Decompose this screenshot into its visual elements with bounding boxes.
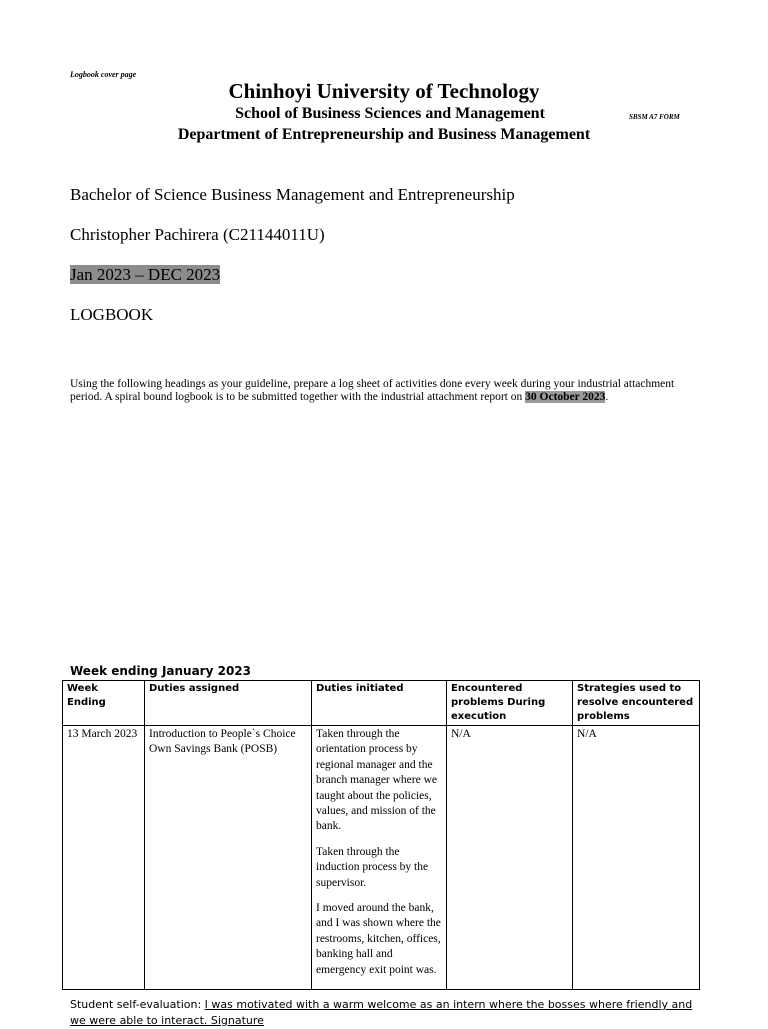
university-title: Chinhoyi University of Technology [228,79,540,103]
period-highlight: Jan 2023 – DEC 2023 [70,265,221,284]
cell-duties-initiated [312,726,447,990]
duty-paragraph: Taken through the orientation process by regional manager and the branch manager where we taught about the policies, values, and mission of the bank. [316,728,438,833]
school-name: School of Business Sciences and Management [235,105,545,122]
logbook-table [62,680,700,990]
student-self-evaluation [70,997,710,1029]
column-header-strategies: Strategies used to resolve encountered problems [573,681,700,726]
deadline-highlight: 30 October 2023 [525,391,606,403]
evaluation-text: I was motivated with a warm welcome as an intern where the bosses where friendly and we were able to interact. Signature [70,998,693,1027]
duty-paragraph: Taken through the induction process by the supervisor. [316,845,429,889]
evaluation-label: Student self-evaluation: [70,998,205,1011]
student-name: Christopher Pachirera (C21144011U) [70,225,325,244]
table-header-row [63,681,700,726]
column-header-week-ending: Week Ending [63,681,145,726]
column-header-duties-initiated: Duties initiated [312,681,447,726]
attachment-period [70,265,220,285]
week-heading: Week ending January 2023 [70,664,252,678]
table-row [63,726,700,990]
column-header-problems: Encountered problems During execution [447,681,573,726]
department-name: Department of Entrepreneurship and Business Management [177,126,591,143]
instructions-paragraph [70,378,700,404]
instructions-text: Using the following headings as your guideline, prepare a log sheet of activities done every week during your industrial attachment period. A spiral bound logbook is to be submitted together with the industrial attachment report on [70,378,675,403]
column-header-duties-assigned: Duties assigned [145,681,312,726]
cell-week-ending: 13 March 2023 [63,726,145,990]
cell-duties-assigned: Introduction to People`s Choice Own Savings Bank (POSB) [145,726,312,990]
form-code: SBSM A7 FORM [629,113,680,121]
cell-strategies: N/A [573,726,700,990]
programme-name: Bachelor of Science Business Management and Entrepreneurship [70,185,515,204]
document-type: LOGBOOK [70,305,154,324]
cell-problems: N/A [447,726,573,990]
cover-page-label: Logbook cover page [70,70,137,79]
instructions-end: . [605,391,609,403]
duty-paragraph: I moved around the bank, and I was shown where the restrooms, kitchen, offices, banking hall and emergency exit point was. [316,902,441,976]
